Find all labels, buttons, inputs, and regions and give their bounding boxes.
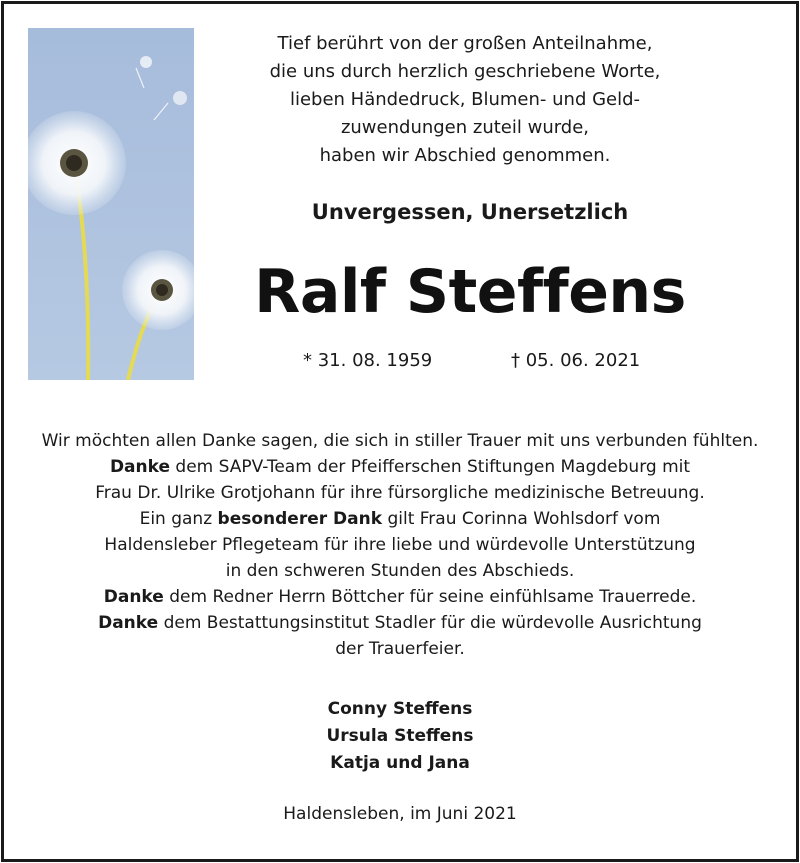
thanks-line: der Trauerfeier. [335,639,465,659]
intro-text [210,30,720,170]
thanks-line-text: gilt Frau Corinna Wohlsdorf vom [382,509,661,529]
signature-name: Ursula Steffens [326,726,474,746]
thanks-line: Frau Dr. Ulrike Grotjohann für ihre fürsorgliche medizinische Betreuung. [95,483,705,503]
thanks-emphasis: Danke [109,457,171,477]
thanks-line [10,610,790,636]
thanks-line-text: dem Redner Herrn Böttcher für seine einfühlsame Trauerrede. [163,587,697,607]
thanks-line-text: dem Bestattungsinstitut Stadler für die würdevolle Ausrichtung [158,613,702,633]
birth-date: * 31. 08. 1959 [303,350,433,371]
signature-name: Conny Steffens [327,699,473,719]
dandelion-illustration [28,28,194,380]
thanks-line: in den schweren Stunden des Abschieds. [225,561,575,581]
thanks-emphasis: besonderer Dank [217,509,383,529]
thanks-line-text: dem SAPV-Team der Pfeifferschen Stiftungen Magdeburg mit [170,457,691,477]
intro-line: haben wir Abschied genommen. [319,145,611,166]
intro-line: Tief berührt von der großen Anteilnahme, [277,33,653,54]
thanks-line [10,584,790,610]
intro-line: zuwendungen zuteil wurde, [340,117,590,138]
dandelion-image [28,28,194,380]
thanks-emphasis: Danke [103,587,164,607]
thanks-line: Wir möchten allen Danke sagen, die sich in stiller Trauer mit uns verbunden fühlten. [41,431,759,451]
thanks-line [10,506,790,532]
deceased-name: Ralf Steffens [254,257,686,327]
thanks-line-text: Ein ganz [139,509,218,529]
place-date: Haldensleben, im Juni 2021 [283,804,517,824]
motto-heading: Unvergessen, Unersetzlich [311,200,629,224]
intro-line: die uns durch herzlich geschriebene Worte, [269,61,661,82]
thanks-emphasis: Danke [98,613,159,633]
thanks-text [10,428,790,662]
thanks-line: Haldensleber Pflegeteam für ihre liebe und würdevolle Unterstützung [104,535,696,555]
thanks-line [10,454,790,480]
signature-name: Katja und Jana [330,753,470,773]
intro-line: lieben Händedruck, Blumen- und Geld- [289,89,641,110]
death-date: † 05. 06. 2021 [511,350,641,371]
signatures [200,696,600,777]
